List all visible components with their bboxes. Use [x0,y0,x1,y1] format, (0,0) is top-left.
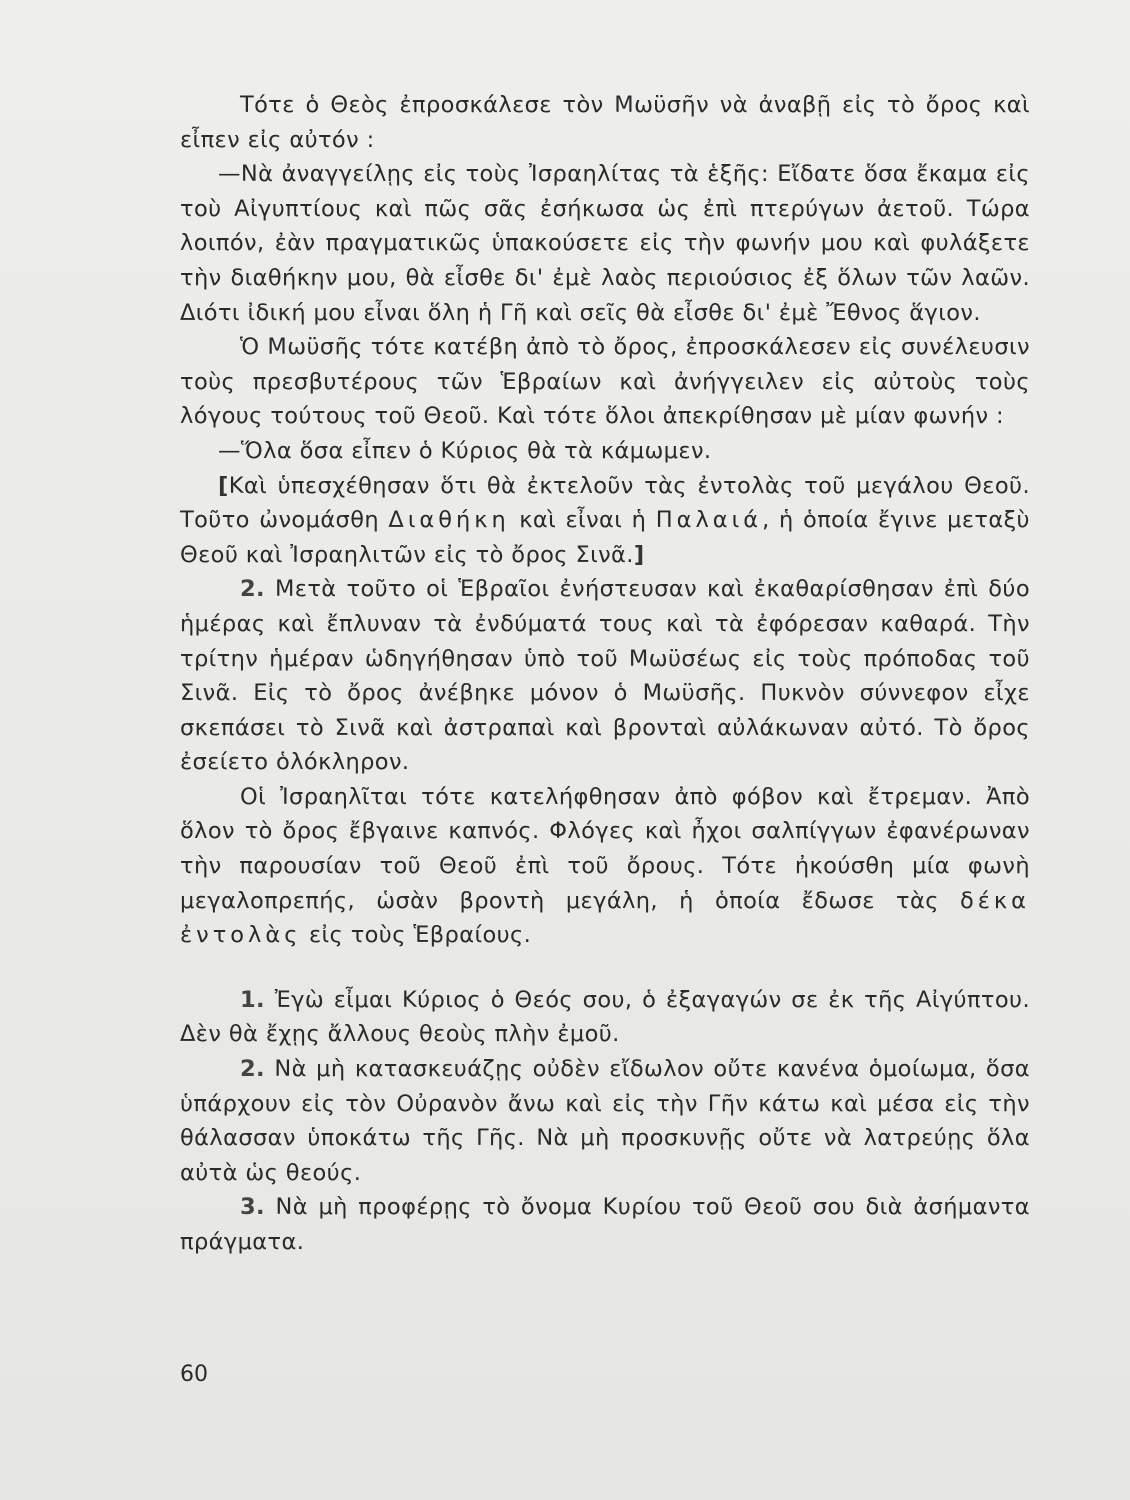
commandment-3 [180,1190,1030,1259]
commandment-1-number: 1. [240,986,266,1013]
paragraph-god-speech: —Νὰ ἀναγγείλῃς εἰς τοὺς Ἰσραηλίτας τὰ ἑξῆς: Εἴδατε ὅσα ἔκαμα εἰς τοὺ Αἰγυπτίους καὶ πῶς σᾶς ἐσήκωσα ὡς ἐπὶ πτερύγων ἀετοῦ. Τώρα λοιπόν, ἐὰν πραγματικῶς ὑπακούσετε εἰς τὴν φωνήν μου καὶ φυλάξετε τὴν διαθήκην μου, θὰ εἶσθε δι' ἐμὲ λαὸς περιούσιος ἐξ ὅλων τῶν λαῶν. Διότι ἰδική μου εἶναι ὅλη ἡ Γῆ καὶ σεῖς θὰ εἶσθε δι' ἐμὲ Ἔθνος ἅγιον. [180,161,1030,326]
commandment-1-text: Ἐγὼ εἶμαι Κύριος ὁ Θεός σου, ὁ ἐξαγαγών σε ἐκ τῆς Αἰγύπτου. Δὲν θὰ ἔχῃς ἄλλους θεοὺς πλὴν ἐμοῦ. [180,986,1030,1048]
commandment-2 [180,1052,1030,1190]
section-gap [180,953,1030,983]
covenant-term-palaia: Παλαιά [655,507,763,534]
body-text [180,88,1030,1260]
paragraph-sinai-text: Μετὰ τοῦτο οἱ Ἑβραῖοι ἐνήστευσαν καὶ ἐκαθαρίσθησαν ἐπὶ δύο ἡμέρας καὶ ἔπλυναν τὰ ἐνδύματά τους καὶ τὰ ἐφόρεσαν καθαρά. Τὴν τρίτην ἡμέραν ὡδηγήθησαν ὑπὸ τοῦ Μωϋσέως εἰς τοὺς πρόποδας τοῦ Σινᾶ. Εἰς τὸ ὄρος ἀνέβηκε μόνον ὁ Μωϋσῆς. Πυκνὸν σύννεφον εἶχε σκεπάσει τὸ Σινᾶ καὶ ἀστραπαὶ καὶ βρονταὶ αὐλάκωναν αὐτό. Τὸ ὄρος ἐσείετο ὁλόκληρον. [180,576,1030,776]
pencil-mark-2: 2. [240,576,266,603]
commandment-3-number: 3. [240,1194,266,1221]
commandment-2-text: Νὰ μὴ κατασκευάζῃς οὐδὲν εἴδωλον οὔτε κανένα ὁμοίωμα, ὅσα ὑπάρχουν εἰς τὸν Οὐρανὸν ἄνω καὶ εἰς τὴν Γῆν κάτω καὶ μέσα εἰς τὴν θάλασσαν ὑποκάτω τῆς Γῆς. Νὰ μὴ προσκυνῇς οὔτε νὰ λατρεύῃς ὅλα αὐτὰ ὡς θεούς. [180,1056,1030,1186]
paragraph-covenant [180,469,1030,573]
paragraph-fear-text-1: Οἱ Ἰσραηλῖται τότε κατελήφθησαν ἀπὸ φόβον καὶ ἔτρεμαν. Ἀπὸ ὅλον τὸ ὄρος ἔβγαινε καπνός. Φλόγες καὶ ἦχοι σαλπίγγων ἐφανέρωναν τὴν παρουσίαν τοῦ Θεοῦ ἐπὶ τοῦ ὄρους. Τότε ἠκούσθη μία φωνὴ μεγαλοπρεπής, ὡσὰν βροντὴ μεγάλη, ἡ ὁποία ἔδωσε τὰς [180,783,1030,914]
paragraph-intro: Τότε ὁ Θεὸς ἐπροσκάλεσε τὸν Μωϋσῆν νὰ ἀναβῇ εἰς τὸ ὄρος καὶ εἶπεν εἰς αὐτόν : [180,92,1030,153]
bracket-close-mark: ] [633,541,645,568]
term-entolas: ἐντολὰς [180,922,302,949]
commandment-2-number: 2. [240,1056,266,1083]
term-deka: δέκα [959,887,1030,914]
page-number: 60 [180,1362,208,1387]
covenant-text-2: καὶ εἶναι ἡ [509,507,656,534]
covenant-text-1: Καὶ ὑπεσχέθησαν ὅτι θὰ ἐκτελοῦν τὰς ἐντολὰς τοῦ μεγάλου Θεοῦ. Τοῦτο ὠνομάσθη [180,472,1030,534]
bracket-open-mark: [ [218,472,229,499]
covenant-text-3: , ἡ ὁποία ἔγινε μεταξὺ Θεοῦ καὶ Ἰσραηλιτῶν εἰς τὸ ὄρος Σινᾶ. [180,507,1030,568]
paragraph-fear [180,780,1030,953]
covenant-term-diathiki: Διαθήκη [388,507,510,534]
paragraph-sinai [180,572,1030,780]
paragraph-moses-descends: Ὁ Μωϋσῆς τότε κατέβη ἀπὸ τὸ ὄρος, ἐπροσκάλεσεν εἰς συνέλευσιν τοὺς πρεσβυτέρους τῶν Ἑβραίων καὶ ἀνήγγειλεν εἰς αὐτοὺς τοὺς λόγους τούτους τοῦ Θεοῦ. Καὶ τότε ὅλοι ἀπεκρίθησαν μὲ μίαν φωνήν : [180,334,1030,430]
paragraph-people-reply: —Ὅλα ὅσα εἶπεν ὁ Κύριος θὰ τὰ κάμωμεν. [218,437,712,464]
commandment-3-text: Νὰ μὴ προφέρῃς τὸ ὄνομα Κυρίου τοῦ Θεοῦ σου διὰ ἀσήμαντα πράγματα. [180,1194,1030,1255]
paragraph-fear-text-2: εἰς τοὺς Ἑβραίους. [301,922,532,949]
commandment-1 [180,983,1030,1052]
